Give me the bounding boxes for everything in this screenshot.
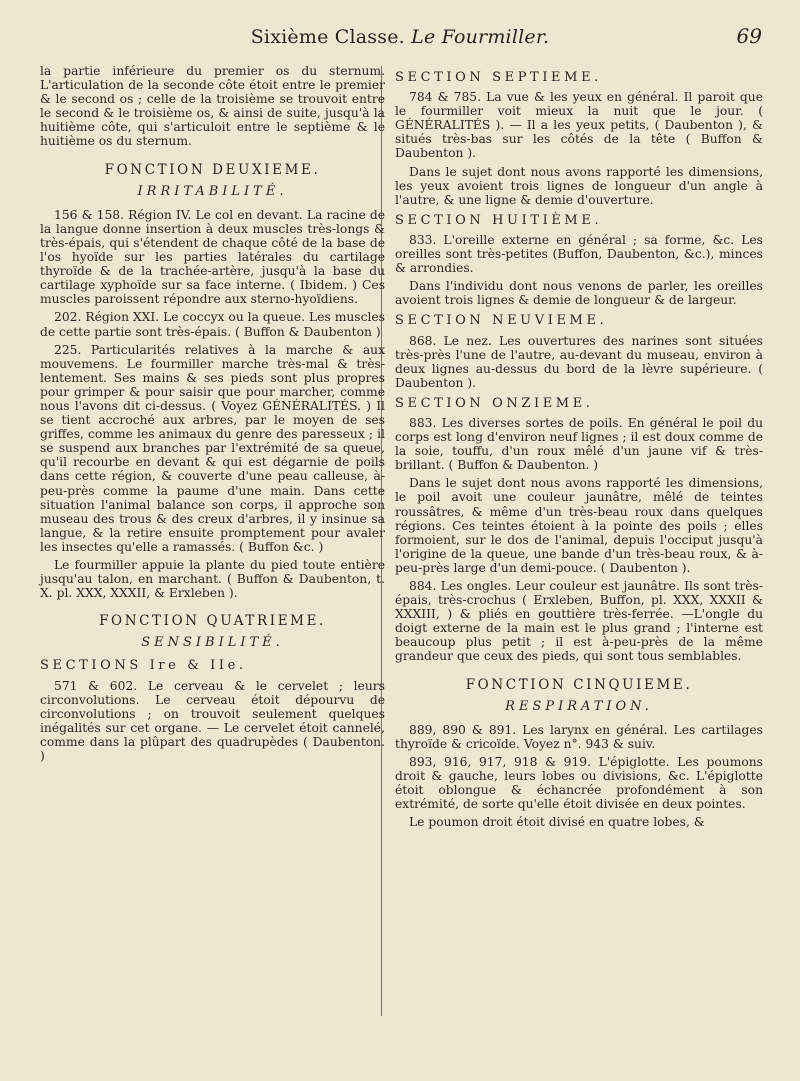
left-column [40, 64, 385, 767]
paragraph-893b: Le poumon droit étoit divisé en quatre lobes, & [409, 815, 705, 830]
heading-section-septieme: SECTION SEPTIEME. [395, 70, 602, 85]
heading-fonction-quatrieme: FONCTION QUATRIEME. [99, 613, 326, 630]
class-label: Sixième Classe. [250, 26, 405, 48]
paragraph-784b: Dans le sujet dont nous avons rapporté les dimensions, les yeux avoient trois lignes de longueur d'un angle à l'autre, & une ligne & demie d'ouverture. [395, 164, 763, 207]
subheading-sensibilite: SENSIBILITÉ. [141, 635, 284, 651]
paragraph-156: 156 & 158. Région IV. Le col en devant. La racine de la langue donne insertion à deux muscles très-longs & très-épais, qui s'étendent de chaque côté de la base de l'os hyoïde sur les parties latérales du cartilage thyroïde & de la trachée-artère, jusqu'à la base du cartilage xyphoïde sur sa face interne. ( Ibidem. ) Ces muscles paroissent répondre aux sterno-hyoïdiens. [40, 207, 385, 307]
paragraph-883: 883. Les diverses sortes de poils. En général le poil du corps est long d'environ neuf lignes ; il est doux comme de la soie, touffu, d'un roux mêlé d'un jaune vif & très-brillant. ( Buffon & Daubenton. ) [395, 415, 763, 473]
running-head [0, 26, 800, 48]
paragraph-833: 833. L'oreille externe en général ; sa forme, &c. Les oreilles sont très-petites (Buffon, Daubenton, &c.), minces & arrondies. [395, 232, 763, 276]
paragraph-889: 889, 890 & 891. Les larynx en général. Les cartilages thyroïde & cricoïde. Voyez n°. 943 & suiv. [395, 722, 763, 751]
paragraph-868: 868. Le nez. Les ouvertures des narines sont situées très-près l'une de l'autre, au-devant du museau, environ à deux lignes au-dessus du bord de la lèvre supérieure. ( Daubenton ). [395, 333, 763, 390]
paragraph-sternum: la partie inférieure du premier os du sternum. L'articulation de la seconde côte étoit entre le premier & le second os ; celle de la troisième se trouvoit entre le second & le troisième os, & ainsi de suite, jusqu'à la huitième côte, qui s'articuloit entre le septième & le huitième os du sternum. [40, 64, 385, 149]
paragraph-884: 884. Les ongles. Leur couleur est jaunâtre. Ils sont très-épais, très-crochus ( Erxleben, Buffon, pl. XXX, XXXII & XXXIII, ) & pliés en gouttière très-ferrée. —L'ongle du doigt externe de la main est le plus grand ; l'interne est beaucoup plus petit ; il est à-peu-près de la même grandeur que ceux des pieds, qui sont tous semblables. [395, 579, 763, 664]
paragraph-893: 893, 916, 917, 918 & 919. L'épiglotte. Les poumons droit & gauche, leurs lobes ou divisions, &c. L'épiglotte étoit oblongue & échancrée profondément à son extrémité, de sorte qu'elle étoit divisée en deux pointes. [395, 754, 763, 812]
paragraph-225b: Le fourmiller appuie la plante du pied toute entière jusqu'au talon, en marchant. ( Buffon & Daubenton, t. X. pl. XXX, XXXII, & Erxleben ). [40, 558, 385, 601]
page-number: 69 [736, 24, 762, 48]
paragraph-883b: Dans le sujet dont nous avons rapporté les dimensions, le poil avoit une couleur jaunâtre, mêlé de teintes roussâtres, & même d'un très-beau roux dans quelques régions. Ces teintes étoient à la pointe des poils ; elles formoient, sur le dos de l'animal, depuis l'occiput jusqu'à l'origine de la queue, une bande d'un très-beau roux, & à-peu-près large d'un demi-pouce. ( Daubenton ). [395, 476, 763, 575]
right-column [395, 64, 763, 833]
paragraph-571: 571 & 602. Le cerveau & le cervelet ; leurs circonvolutions. Le cerveau étoit dépourvu de circonvolutions ; on trouvoit seulement quelques inégalités sur cet organe. — Le cervelet étoit cannelé, comme dans la plûpart des quadrupèdes ( Daubenton. ) [40, 678, 385, 764]
subheading-respiration: RESPIRATION. [505, 698, 653, 714]
subheading-irritabilite: IRRITABILITÉ. [137, 183, 288, 199]
paragraph-225: 225. Particularités relatives à la marche & aux mouvemens. Le fourmiller marche très-mal & très-lentement. Ses mains & ses pieds sont plus propres pour grimper & pour saisir que pour marcher, comme nous l'avons dit ci-dessus. ( Voyez GÉNÉRALITÉS. ) Il se tient accroché aux arbres, par le moyen de ses griffes, comme les animaux du genre des paresseux ; il se suspend aux branches par l'extrémité de sa queue, qu'il recourbe en devant & qui est dégarnie de poils dans cette région, & couverte d'une peau calleuse, à-peu-près comme la paume d'une main. Dans cette situation l'animal balance son corps, il approche son museau des trous & des creux d'arbres, il y insinue sa langue, & la retire ensuite promptement pour avaler les insectes qu'elle a ramassés. ( Buffon &c. ) [40, 342, 385, 554]
heading-section-neuvieme: SECTION NEUVIEME. [395, 313, 608, 329]
heading-fonction-deuxieme: FONCTION DEUXIEME. [104, 161, 321, 178]
paragraph-202: 202. Région XXI. Le coccyx ou la queue. Les muscles de cette partie sont très-épais. ( Buffon & Daubenton ) [40, 310, 385, 339]
paragraph-833b: Dans l'individu dont nous venons de parler, les oreilles avoient trois lignes & demie de longueur & de largeur. [395, 279, 763, 308]
heading-sections-1-2: SECTIONS Ire & IIe. [40, 658, 247, 674]
paragraph-784: 784 & 785. La vue & les yeux en général. Il paroit que le fourmiller voit mieux la nuit que le jour. ( GÉNÉRALITÉS ). — Il a les yeux petits, ( Daubenton ), & situés très-bas sur les côtés de la tête ( Buffon & Daubenton ). [395, 90, 763, 161]
heading-section-onzieme: SECTION ONZIEME. [395, 395, 594, 411]
chapter-title: Le Fourmiller. [411, 26, 550, 48]
heading-section-huitieme: SECTION HUITIÈME. [395, 212, 603, 228]
heading-fonction-cinquieme: FONCTION CINQUIEME. [465, 676, 693, 693]
